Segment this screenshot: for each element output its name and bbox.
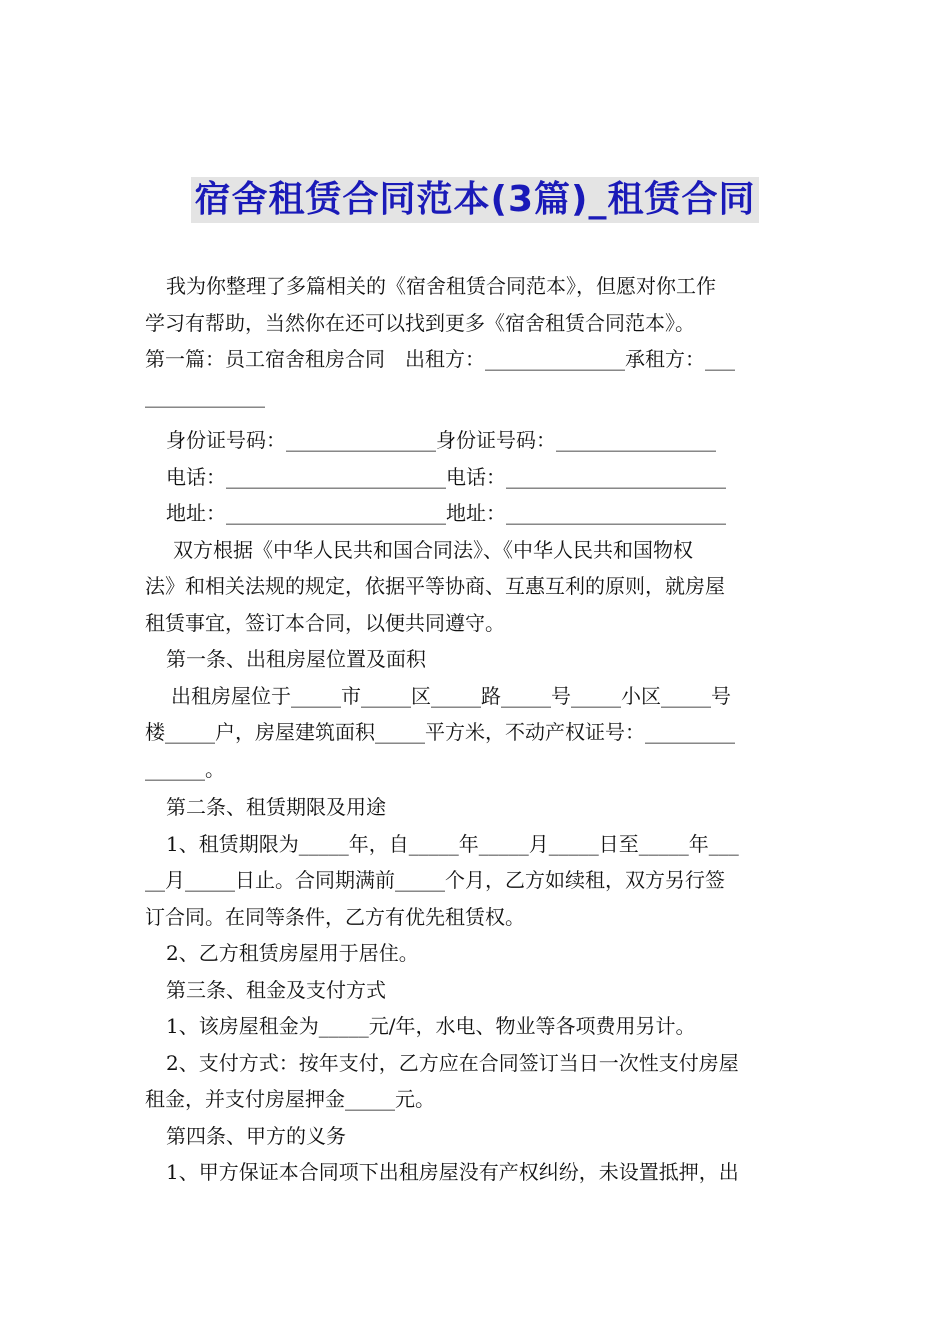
paragraph-line: 楼_____户，房屋建筑面积_____平方米，不动产权证号：_________ bbox=[145, 720, 735, 744]
document-body bbox=[145, 268, 810, 1191]
id-number-line: 身份证号码：_______________身份证号码：________________ bbox=[166, 428, 716, 452]
address-line: 地址：______________________地址：______________________ bbox=[166, 501, 726, 525]
article-heading: 第二条、租赁期限及用途 bbox=[166, 795, 386, 819]
blank-line: ____________ bbox=[145, 383, 265, 408]
intro-line: 学习有帮助，当然你在还可以找到更多《宿舍租赁合同范本》。 bbox=[145, 310, 695, 335]
paragraph-line: 2、支付方式：按年支付，乙方应在合同签订当日一次性支付房屋 bbox=[166, 1050, 739, 1075]
paragraph-line: 订合同。在同等条件，乙方有优先租赁权。 bbox=[145, 904, 525, 929]
paragraph-line: 1、该房屋租金为_____元/年，水电、物业等各项费用另计。 bbox=[166, 1014, 696, 1038]
paragraph-line: 法》和相关法规的规定，依据平等协商、互惠互利的原则，就房屋 bbox=[145, 574, 725, 598]
title-container bbox=[0, 177, 950, 223]
paragraph-line: __月_____日止。合同期满前_____个月，乙方如续租，双方另行签 bbox=[145, 868, 725, 892]
article-heading: 第三条、租金及支付方式 bbox=[166, 977, 386, 1002]
paragraph-line: 租金，并支付房屋押金_____元。 bbox=[145, 1087, 435, 1111]
article-heading: 第四条、甲方的义务 bbox=[166, 1123, 346, 1148]
paragraph-line: 出租房屋位于_____市_____区_____路_____号_____小区_____号 bbox=[171, 683, 731, 708]
spacer bbox=[145, 414, 810, 422]
document-title: 宿舍租赁合同范本(3篇)_租赁合同 bbox=[191, 177, 760, 223]
paragraph-line: 1、甲方保证本合同项下出租房屋没有产权纠纷，未设置抵押，出 bbox=[166, 1160, 739, 1184]
paragraph-line: ______。 bbox=[145, 756, 225, 781]
phone-line: 电话：______________________电话：______________________ bbox=[166, 464, 726, 489]
paragraph-line: 1、租赁期限为_____年，自_____年_____月_____日至_____年___ bbox=[166, 831, 739, 856]
article-heading: 第一条、出租房屋位置及面积 bbox=[166, 647, 426, 671]
paragraph-line: 租赁事宜，签订本合同，以便共同遵守。 bbox=[145, 610, 505, 635]
intro-line: 我为你整理了多篇相关的《宿舍租赁合同范本》，但愿对你工作 bbox=[166, 274, 716, 298]
paragraph-line: 2、乙方租赁房屋用于居住。 bbox=[166, 941, 419, 965]
part-one-heading: 第一篇：员工宿舍租房合同 出租方：______________承租方：___ bbox=[145, 347, 735, 371]
paragraph-line: 双方根据《中华人民共和国合同法》、《中华人民共和国物权 bbox=[173, 537, 693, 562]
